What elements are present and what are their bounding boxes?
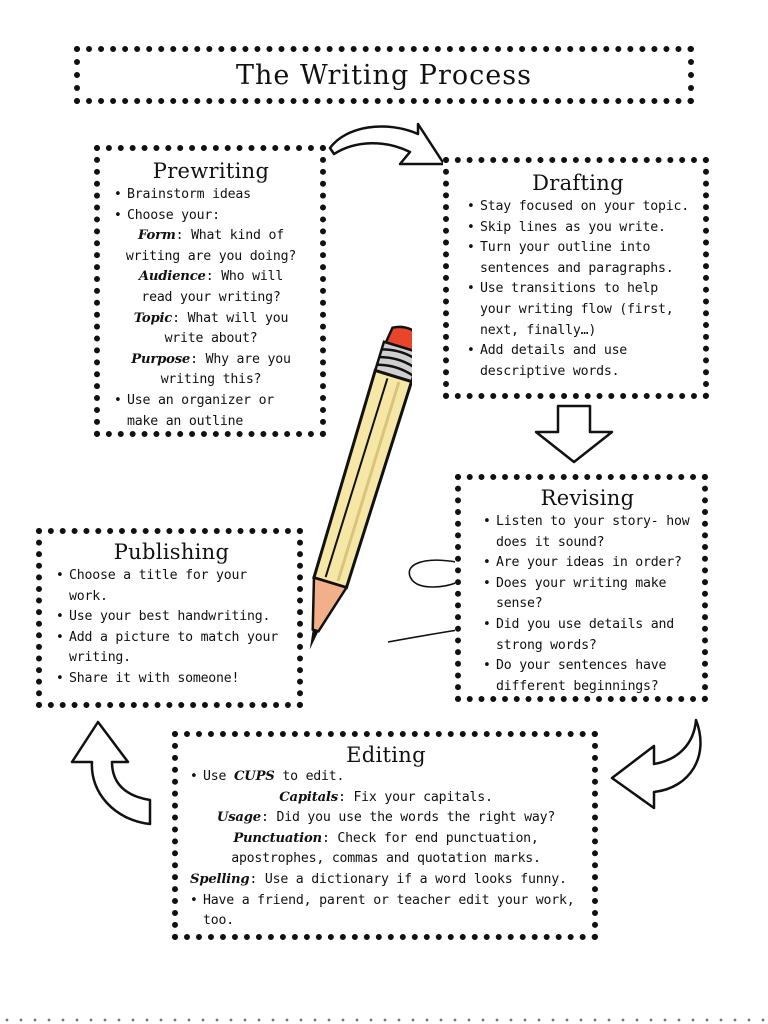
list-item: • Use transitions to help your writing flow (first, next, finally…) — [467, 279, 689, 341]
editing-box — [172, 731, 598, 940]
capitals-text: : Fix your capitals. — [337, 789, 493, 805]
list-item: • Share it with someone! — [56, 669, 287, 690]
purpose-text: : Why are you — [190, 351, 291, 367]
spelling-entry — [190, 870, 582, 891]
editing-heading: Editing — [346, 743, 426, 767]
punctuation-text: : Check for end punctuation, — [321, 830, 539, 846]
revising-heading: Revising — [540, 486, 635, 510]
purpose-text-2: writing this? — [160, 372, 262, 388]
list-item: • Listen to your story- how does it sound? — [483, 512, 692, 553]
list-item: • Choose your: — [114, 206, 308, 227]
publishing-heading: Publishing — [113, 540, 230, 564]
list-item: • Use your best handwriting. — [56, 607, 287, 628]
form-term: Form — [138, 228, 176, 244]
usage-text: : Did you use the words the right way? — [260, 810, 556, 826]
topic-term: Topic — [133, 310, 173, 326]
purpose-entry — [114, 350, 308, 391]
list-item: • Did you use details and strong words? — [483, 615, 692, 656]
curved-arrow-left-icon — [66, 718, 156, 830]
audience-term: Audience — [138, 269, 206, 285]
audience-text-2: read your writing? — [141, 289, 281, 305]
spelling-text: : Use a dictionary if a word looks funny. — [249, 871, 567, 887]
curved-arrow-top-icon — [326, 120, 450, 170]
curved-arrow-right-icon — [606, 716, 712, 812]
cups-post: to edit. — [274, 769, 345, 784]
purpose-term: Purpose — [131, 351, 191, 367]
swoosh-lines-icon — [380, 552, 460, 648]
list-item: • Brainstorm ideas — [114, 185, 308, 206]
audience-entry — [114, 267, 308, 308]
list-item: • Add details and use descriptive words. — [467, 341, 689, 382]
punctuation-term: Punctuation — [233, 830, 322, 846]
topic-text-2: write about? — [164, 331, 258, 347]
cups-term: CUPS — [233, 769, 275, 784]
list-item: • Use an organizer or make an outline — [114, 391, 308, 432]
list-item: • Have a friend, parent or teacher edit your work, too. — [190, 891, 582, 932]
punctuation-entry — [190, 829, 582, 870]
revising-box — [455, 474, 708, 702]
spelling-term: Spelling — [190, 871, 250, 887]
punctuation-text-2: apostrophes, commas and quotation marks. — [231, 851, 541, 867]
drafting-box — [443, 157, 709, 399]
list-item: • Turn your outline into sentences and paragraphs. — [467, 238, 689, 279]
usage-entry — [190, 808, 582, 829]
list-item: • Skip lines as you write. — [467, 218, 689, 239]
bottom-dotted-divider — [0, 1016, 768, 1024]
prewriting-heading: Prewriting — [152, 159, 270, 183]
publishing-box — [36, 528, 303, 708]
list-item: • Are your ideas in order? — [483, 553, 692, 574]
list-item: • Add a picture to match your writing. — [56, 628, 287, 669]
list-item: • Choose a title for your work. — [56, 566, 287, 607]
list-item: • Does your writing make sense? — [483, 574, 692, 615]
page-title-box — [74, 46, 694, 104]
form-text: : What kind of — [175, 228, 284, 244]
page-title: The Writing Process — [236, 59, 532, 91]
audience-text: : Who will — [205, 269, 284, 285]
prewriting-box — [94, 145, 326, 437]
cups-pre: Use — [203, 769, 234, 784]
form-text-2: writing are you doing? — [125, 248, 297, 264]
list-item: • Do your sentences have different beginnings? — [483, 656, 692, 697]
form-entry — [114, 226, 308, 267]
capitals-entry — [190, 788, 582, 809]
list-item: • Stay focused on your topic. — [467, 197, 689, 218]
usage-term: Usage — [216, 810, 261, 826]
drafting-heading: Drafting — [532, 171, 624, 195]
list-item — [190, 767, 582, 788]
down-arrow-icon — [532, 404, 616, 466]
capitals-term: Capitals — [279, 789, 338, 805]
topic-text: : What will you — [172, 310, 289, 326]
topic-entry — [114, 309, 308, 350]
